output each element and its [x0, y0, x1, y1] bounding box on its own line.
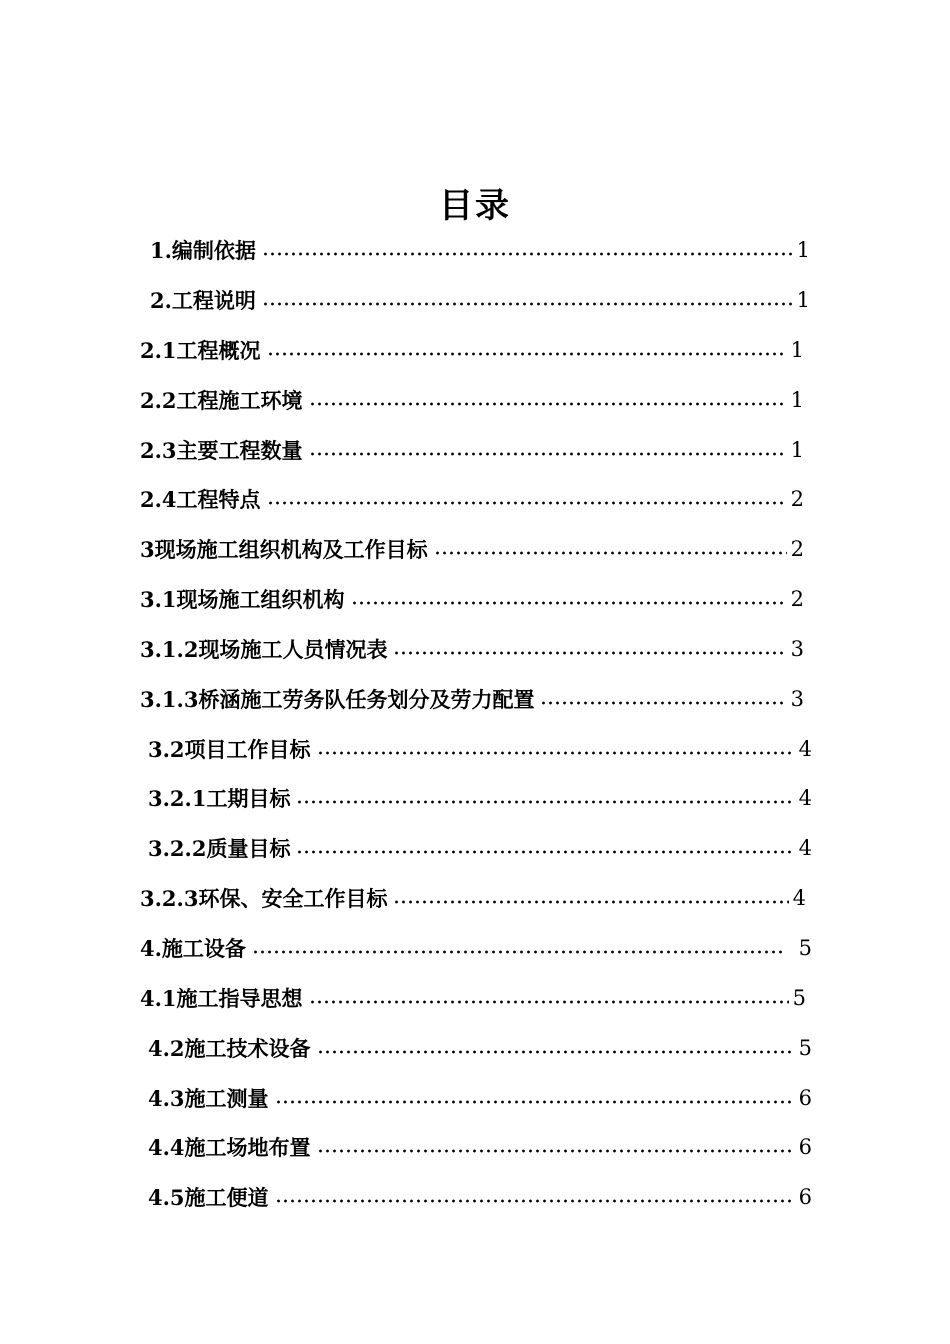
dot-leader — [540, 701, 786, 705]
toc-entry-label: 1.编制依据 — [150, 238, 256, 263]
toc-entry-page: 3 — [790, 637, 804, 661]
toc-entry[interactable] — [140, 534, 804, 564]
toc-entry-label: 4.施工设备 — [140, 936, 246, 961]
toc-entry[interactable] — [148, 1132, 812, 1162]
dot-leader — [267, 501, 787, 505]
toc-entry[interactable] — [140, 983, 806, 1013]
toc-entry[interactable] — [140, 883, 806, 913]
toc-entry[interactable] — [140, 634, 804, 664]
toc-entry[interactable] — [148, 1083, 812, 1113]
toc-entry-label: 4.5施工便道 — [148, 1185, 269, 1210]
toc-entry-label: 3.2.1工期目标 — [148, 786, 291, 811]
dot-leader — [296, 850, 794, 854]
toc-entry[interactable] — [150, 285, 810, 315]
dot-leader — [309, 1000, 789, 1004]
toc-entry-label: 4.2施工技术设备 — [148, 1036, 311, 1061]
dot-leader — [393, 900, 788, 904]
toc-entry-page: 1 — [790, 338, 804, 362]
dot-leader — [296, 800, 794, 804]
dot-leader — [434, 551, 787, 555]
toc-entry[interactable] — [148, 1033, 812, 1063]
toc-entry-label: 3.1现场施工组织机构 — [140, 587, 345, 612]
toc-entry-label: 4.3施工测量 — [148, 1086, 269, 1111]
toc-entry-label: 2.2工程施工环境 — [140, 388, 303, 413]
dot-leader — [317, 1050, 795, 1054]
toc-entry-page: 6 — [798, 1135, 812, 1159]
toc-entry[interactable] — [148, 734, 812, 764]
toc-entry-page: 3 — [790, 687, 804, 711]
toc-entry-label: 2.1工程概况 — [140, 338, 261, 363]
toc-entry[interactable] — [148, 783, 812, 813]
toc-entry-page: 1 — [790, 438, 804, 462]
toc-entry-page: 5 — [798, 936, 812, 960]
dot-leader — [275, 1199, 795, 1203]
page-title: 目录 — [439, 186, 511, 226]
dot-leader — [317, 751, 795, 755]
toc-entry[interactable] — [140, 385, 804, 415]
toc-entry-label: 3.2.2质量目标 — [148, 836, 291, 861]
dot-leader — [275, 1100, 795, 1104]
dot-leader — [262, 302, 793, 306]
toc-entry-label: 3.2项目工作目标 — [148, 737, 311, 762]
dot-leader — [393, 651, 786, 655]
toc-entry[interactable] — [140, 933, 812, 963]
dot-leader — [267, 352, 787, 356]
toc-entry-page: 6 — [798, 1086, 812, 1110]
toc-entry-page: 2 — [790, 487, 804, 511]
toc-entry-page: 4 — [798, 786, 812, 810]
toc-entry[interactable] — [140, 484, 804, 514]
toc-entry-label: 2.3主要工程数量 — [140, 438, 303, 463]
toc-entry[interactable] — [140, 684, 804, 714]
toc-entry-label: 3现场施工组织机构及工作目标 — [140, 537, 428, 562]
dot-leader — [309, 452, 787, 456]
toc-entry-label: 2.工程说明 — [150, 288, 256, 313]
toc-entry-page: 2 — [790, 537, 804, 561]
toc-entry-page: 4 — [798, 836, 812, 860]
toc-entry-page: 4 — [798, 737, 812, 761]
toc-entry-page: 4 — [792, 886, 806, 910]
toc-entry-label: 3.1.2现场施工人员情况表 — [140, 637, 388, 662]
toc-entry[interactable] — [148, 833, 812, 863]
toc-entry[interactable] — [140, 435, 804, 465]
dot-leader — [351, 601, 787, 605]
toc-entry-page: 1 — [790, 388, 804, 412]
dot-leader — [309, 402, 787, 406]
toc-entry-label: 3.2.3环保、安全工作目标 — [140, 886, 388, 911]
toc-entry-page: 1 — [796, 238, 810, 262]
toc-entry-page: 5 — [792, 986, 806, 1010]
toc-entry[interactable] — [140, 335, 804, 365]
toc-entry-page: 6 — [798, 1185, 812, 1209]
toc-entry-label: 2.4工程特点 — [140, 487, 261, 512]
toc-entry-label: 3.1.3桥涵施工劳务队任务划分及劳力配置 — [140, 687, 535, 712]
toc-entry-page: 1 — [796, 288, 810, 312]
dot-leader — [262, 252, 793, 256]
toc-entry[interactable] — [150, 235, 810, 265]
toc-entry-label: 4.1施工指导思想 — [140, 986, 303, 1011]
toc-entry[interactable] — [140, 584, 804, 614]
toc-entry-label: 4.4施工场地布置 — [148, 1135, 311, 1160]
dot-leader — [317, 1149, 795, 1153]
toc-entry-page: 2 — [790, 587, 804, 611]
dot-leader — [252, 950, 785, 954]
toc-entry-page: 5 — [798, 1036, 812, 1060]
toc-entry[interactable] — [148, 1182, 812, 1212]
